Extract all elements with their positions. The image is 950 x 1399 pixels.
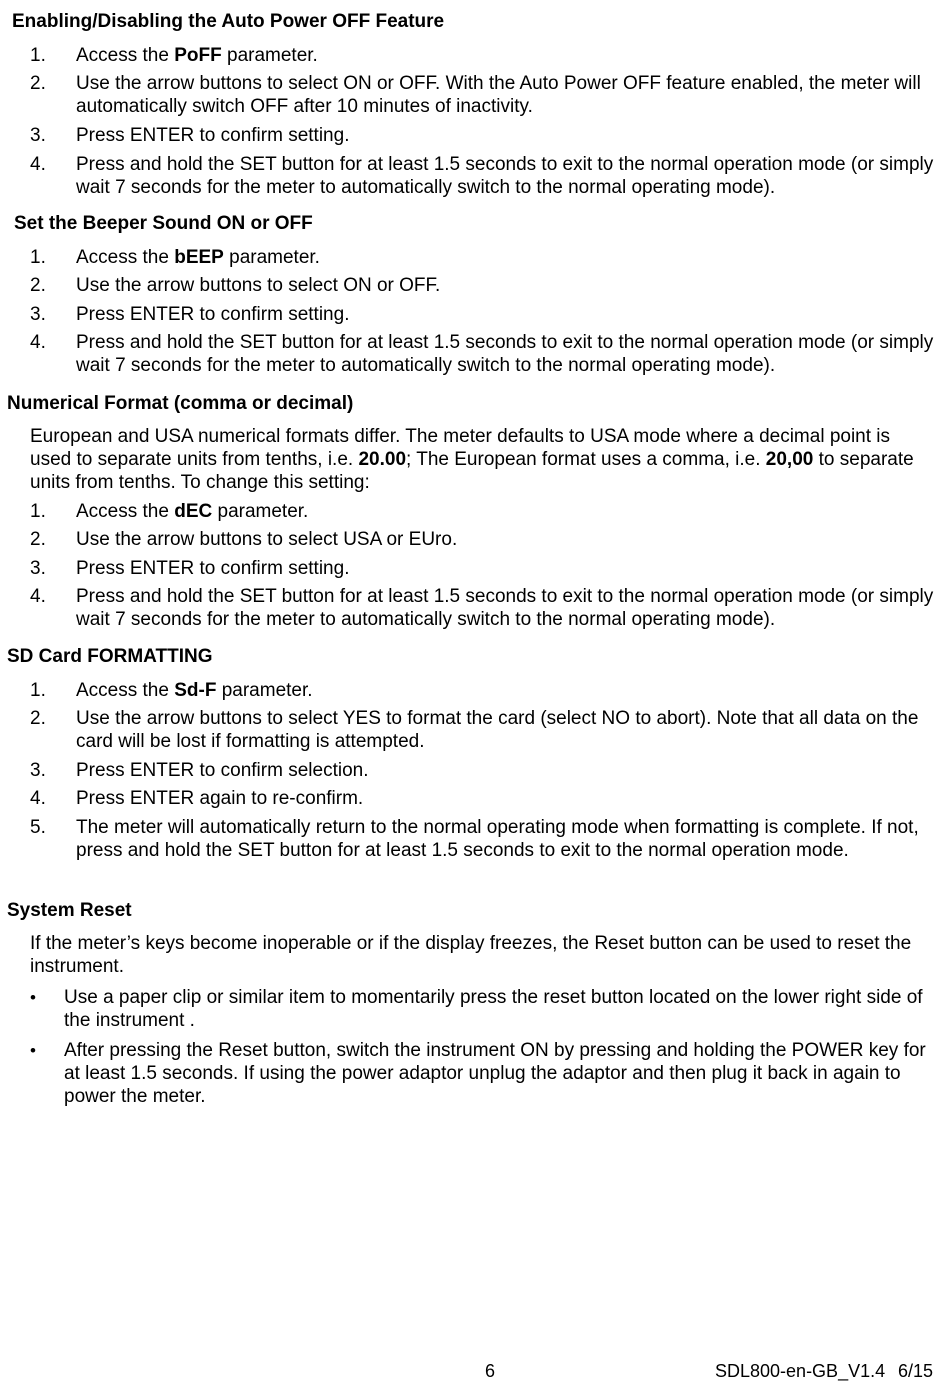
section-heading: Numerical Format (comma or decimal) xyxy=(7,393,354,414)
intro-paragraph: If the meter’s keys become inoperable or if the display freezes, the Reset button can be used to reset the instrument. xyxy=(30,933,912,977)
intro-paragraph: European and USA numerical formats differ. The meter defaults to USA mode where a decimal point is used to separate units from tenths, i.e. 20.00; The European format uses a comma, i.e. 20,00 to separate units from tenths. To change this setting: xyxy=(30,426,914,493)
section-heading: SD Card FORMATTING xyxy=(7,646,213,667)
bullet-icon: • xyxy=(30,1041,36,1060)
doc-id: SDL800-en-GB_V1.4 xyxy=(715,1361,886,1381)
bullet-icon: • xyxy=(30,988,36,1007)
section-heading: System Reset xyxy=(7,900,132,921)
page-of: 6/15 xyxy=(898,1361,934,1381)
page-number: 6 xyxy=(485,1361,496,1381)
document-page: Enabling/Disabling the Auto Power OFF Feature 1. Access the PoFF parameter. 2. Use the arrow buttons to select ON or OFF. With the Auto Power OFF feature enabled, the meter will automatically switch OFF after 10 minutes of inactivity. 3. Press ENTER to confirm setting. 4. Press and hold the SET button for at least 1.5 seconds to exit to the normal operation mode (or simply wait 7 seconds for the meter to automatically switch to the normal operating mode). Set the Beeper Sound ON or OFF 1. Access the bEEP parameter. 2. Use the arrow buttons to select ON or OFF. 3. Press ENTER to confirm setting. 4. Press and hold the SET button for at least 1.5 seconds to exit to the normal operation mode (or simply wait 7 seconds for the meter to automatically switch to the normal operating mode). Numerical Format (comma or decimal) European and USA numerical formats differ. The meter defaults to USA mode where a decimal point is used to separate units from tenths, i.e. 20.00; The European format uses a comma, i.e. 20,00 to separate units from tenths. To change this setting: 1. Access the dEC parameter. 2. Use the arrow buttons to select USA or EUro. 3. Press ENTER to confirm setting. 4. Press and hold the SET button for at least 1.5 seconds to exit to the normal operation mode (or simply wait 7 seconds for the meter to automatically switch to the normal operating mode). SD Card FORMATTING 1. Access the Sd-F parameter. 2. Use the arrow buttons to select YES to format the card (select NO to abort). Note that all data on the card will be lost if formatting is attempted. 3. Press ENTER to confirm selection. 4. Press ENTER again to re-confirm. 5. The meter will automatically return to the normal operating mode when formatting is complete. If not, press and hold the SET button for at least 1.5 seconds to exit to the normal operation mode. System Reset If the meter’s keys become inoperable or if the display freezes, the Reset button can be used to reset the instrument. • Use a paper clip or similar item to momentarily press the reset button located on the lower right side of the instrument . • After pressing the Reset button, switch the instrument ON by pressing and holding the POWER key for at least 1.5 seconds. If using the power adaptor unplug the adaptor and then plug it back in again to power the meter. 6 SDL800-en-GB_V1.4 6/15 xyxy=(7,11,934,1381)
section-heading: Enabling/Disabling the Auto Power OFF Feature xyxy=(12,11,445,32)
section-heading: Set the Beeper Sound ON or OFF xyxy=(14,213,313,234)
